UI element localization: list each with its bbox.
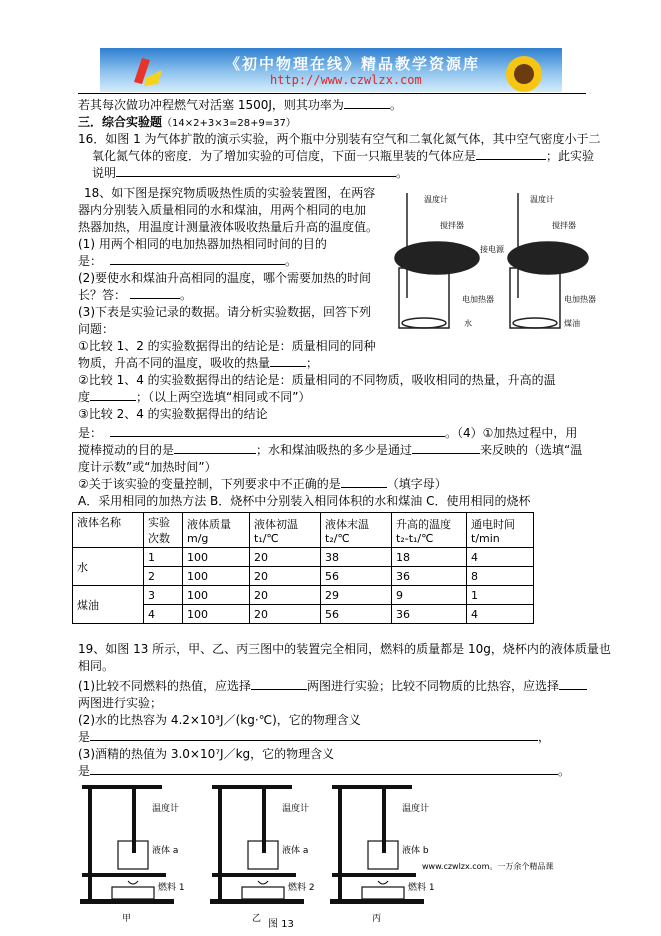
label-thermometer: 温度计 [282,804,310,814]
table-row: 煤油 3 100 20 29 9 1 [73,586,534,605]
sunflower-icon [492,54,552,92]
q18-line: (2)要使水和煤油升高相同的温度，哪个需要加热的时间 [78,271,372,285]
q18-line: 物质，升高不同的温度，吸收的热量 ； [78,356,319,370]
q18-line: ②关于该实验的变量控制，下列要求中不正确的是 （填字母） [78,477,447,491]
q19-line: 两图进行实验； [78,696,163,710]
header-cell: 液体名称 [73,513,144,548]
label-fuel: 燃料 1 [158,883,185,893]
q19-line: 是 ， [78,730,551,744]
label-stirrer: 搅拌器 [552,221,576,230]
header-cell: 液体质量 m/g [183,513,250,548]
label-thermometer: 温度计 [402,804,430,814]
q18-line: ②比较 1、4 的实验数据得出的结论是：质量相同的不同物质，吸收相同的热量，升高的温 [78,373,556,387]
section-heading: 三．综合实验题（14×2+3×3=28+9=37） [78,115,296,129]
answer-blank[interactable] [174,442,256,454]
answer-blank[interactable] [110,253,285,265]
header-cell: 实验 次数 [144,513,183,548]
q18-line: 是： 。 [78,254,298,268]
header-cell: 液体末温 t₂/℃ [321,513,392,548]
q19-line: 相同。 [78,659,115,673]
q18-line: 器内分别装入质量相同的水和煤油，用两个相同的电加 [78,203,367,217]
q18-line: 是： 。（4）①加热过程中，用 [78,426,578,440]
label-liquid: 液体 b [402,846,429,856]
answer-blank[interactable] [251,678,307,690]
q19-line: (2)水的比热容为 4.2×10³J／(kg·℃)，它的物理含义 [78,713,361,727]
header-cell: 升高的温度 t₂-t₁/℃ [392,513,467,548]
label-panel-label: 乙 [252,914,262,924]
answer-blank[interactable] [476,148,546,160]
label-panel-label: 甲 [122,914,132,924]
label-water: 水 [464,319,472,328]
table-row: 水 1 100 20 38 18 4 [73,548,534,567]
q19-line: (3)酒精的热值为 3.0×10⁷J／kg，它的物理含义 [78,747,335,761]
answer-blank[interactable] [559,678,587,690]
label-liquid: 液体 a [282,846,309,856]
answer-blank[interactable] [412,442,480,454]
label-thermometer: 温度计 [530,195,554,204]
table-row: 4 100 20 56 36 4 [73,605,534,624]
q18-line: (1) 用两个相同的电加热器加热相同时间的目的 [78,237,327,251]
label-thermometer: 温度计 [424,195,448,204]
q18-line: 度 ；（以上两空选填“相同或不同”） [78,390,311,404]
apparatus-panel [80,785,185,924]
label-panel-label: 丙 [372,914,382,924]
experiment-data-table [72,512,534,624]
heating-apparatus-figure [392,188,596,338]
answer-blank[interactable] [270,355,306,367]
q18-line: 度计示数”或“加热时间”） [78,460,217,474]
label-thermometer: 温度计 [152,804,180,814]
figure-caption: 图 13 [268,919,294,930]
q18-line: ③比较 2、4 的实验数据得出的结论 [78,407,268,421]
table-header-row [73,513,534,548]
label-kerosene: 煤油 [564,319,580,328]
figure-13 [80,783,590,933]
banner-title: 《初中物理在线》精品教学资源库 [225,55,481,73]
banner-url: http://www.czwlzx.com [270,73,422,87]
q18-line: 长？答： 。 [78,288,193,302]
q19-line: 19、如图 13 所示，甲、乙、丙三图中的装置完全相同，燃料的质量都是 10g，烧杯内的液体质量也 [78,642,611,656]
label-liquid: 液体 a [152,846,179,856]
answer-blank[interactable] [90,763,558,775]
header-cell: 液体初温 t₁/℃ [250,513,321,548]
q18-line: 热器加热，用温度计测量液体吸收热量后升高的温度值。 [78,220,379,234]
q18-line: 18、如下图是探究物质吸热性质的实验装置图，在两容 [84,186,376,200]
q18-line: ①比较 1、2 的实验数据得出的结论是：质量相同的同种 [78,339,376,353]
logo-icon [130,56,170,88]
label-fuel: 燃料 2 [288,883,315,893]
label-heater: 电加热器 [462,295,494,304]
answer-blank[interactable] [90,389,136,401]
site-banner [100,48,562,92]
q18-options: A．采用相同的加热方法 B．烧杯中分别装入相同体积的水和煤油 C．使用相同的烧杯 [78,494,531,508]
q18-line: 问题： [78,322,115,336]
q19-line: (1)比较不同燃料的热值，应选择 两图进行实验；比较不同物质的比热容，应选择 [78,678,587,694]
q19-line: 是 。 [78,764,571,778]
table-row: 2 100 20 56 36 8 [73,567,534,586]
q16-line: 氧化氮气体的密度．为了增加实验的可信度，下面一只瓶里装的气体应是 ；此实验 [92,149,595,163]
label-stirrer: 搅拌器 [440,221,464,230]
apparatus-panel [210,785,315,924]
header-rule [78,93,586,94]
header-cell: 通电时间 t/min [467,513,534,548]
label-fuel: 燃料 1 [408,883,435,893]
watermark-text: www.czwlzx.com。一万余个精品课 [422,862,554,871]
q18-line: (3)下表是实验记录的数据。请分析实验数据，回答下列 [78,305,372,319]
text-line: 若其每次做功冲程燃气对活塞 1500J，则其功率为 。 [78,98,402,112]
q16-line: 说明 。 [92,166,409,180]
answer-blank[interactable] [341,476,387,488]
answer-blank[interactable] [344,97,390,109]
answer-blank[interactable] [116,165,396,177]
label-heater: 电加热器 [564,295,596,304]
label-power: 接电源 [480,245,504,254]
answer-blank[interactable] [130,287,180,299]
q16-line: 16．如图 1 为气体扩散的演示实验，两个瓶中分别装有空气和二氧化氮气体，其中空气密度小于二 [78,132,601,146]
answer-blank[interactable] [110,425,445,437]
q18-line: 搅棒搅动的目的是 ；水和煤油吸热的多少是通过 来反映的（选填“温 [78,443,583,457]
apparatus-panel [330,785,435,924]
answer-blank[interactable] [90,729,538,741]
